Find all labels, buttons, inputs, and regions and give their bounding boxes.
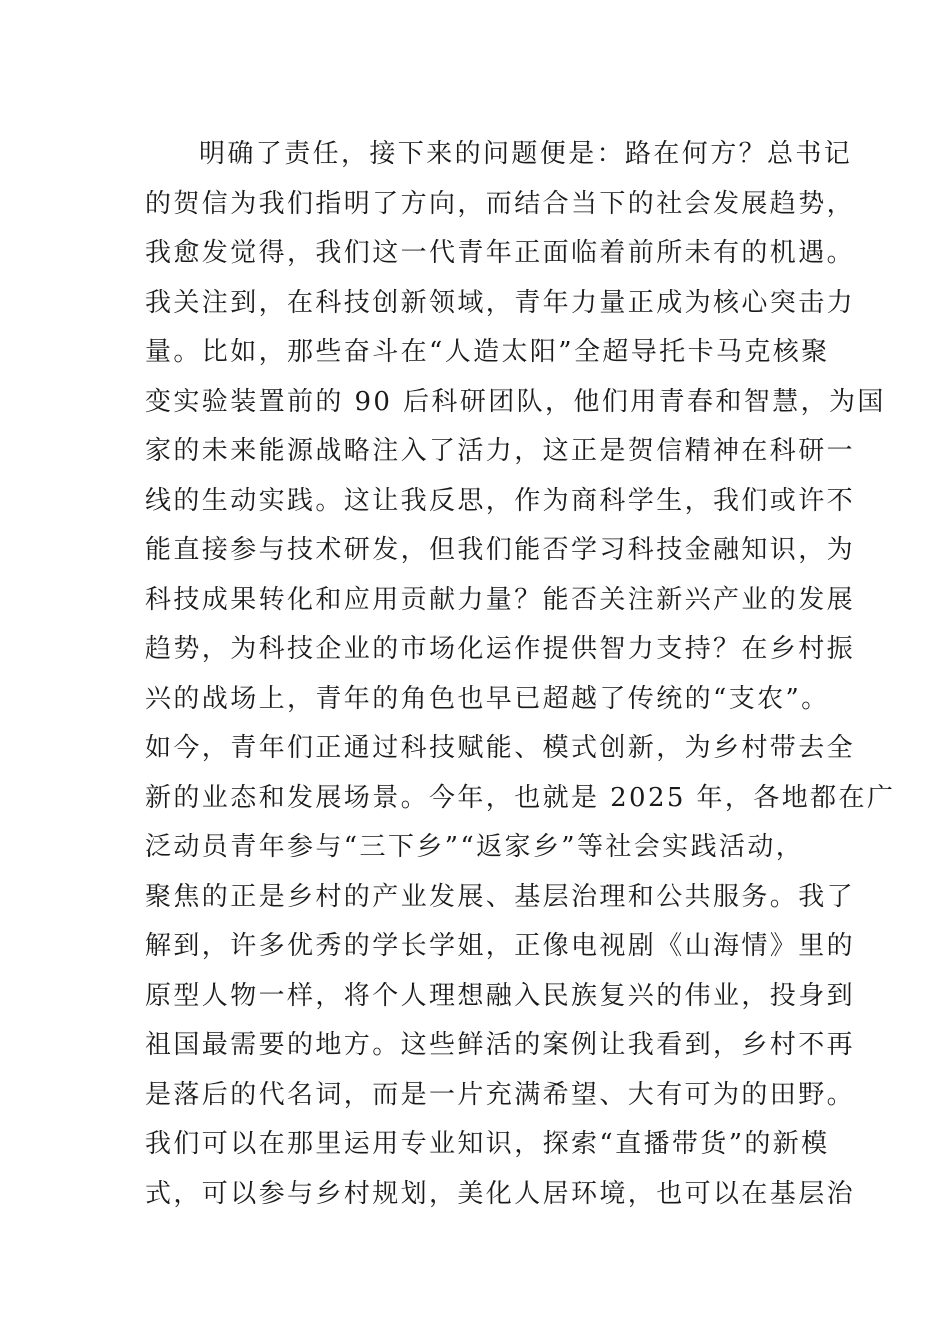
text-line: 我愈发觉得，我们这一代青年正面临着前所未有的机遇。 bbox=[145, 238, 856, 268]
text-line: 家的未来能源战略注入了活力，这正是贺信精神在科研一 bbox=[145, 436, 856, 466]
text-line: 解到，许多优秀的学长学姐，正像电视剧《山海情》里的 bbox=[145, 931, 856, 961]
text-line: 我关注到，在科技创新领域，青年力量正成为核心突击力 bbox=[145, 287, 856, 318]
text-line: 泛动员青年参与“三下乡”“返家乡”等社会实践活动， bbox=[145, 832, 805, 862]
text-line: 量。比如，那些奋斗在“人造太阳”全超导托卡马克核聚 bbox=[145, 337, 830, 367]
text-line: 变实验装置前的 90 后科研团队，他们用青春和智慧，为国 bbox=[145, 386, 886, 417]
text-line: 式，可以参与乡村规划，美化人居环境，也可以在基层治 bbox=[145, 1178, 856, 1209]
text-line: 的贺信为我们指明了方向，而结合当下的社会发展趋势， bbox=[145, 188, 856, 219]
text-line: 线的生动实践。这让我反思，作为商科学生，我们或许不 bbox=[145, 485, 856, 516]
text-line: 我们可以在那里运用专业知识，探索“直播带货”的新模 bbox=[145, 1129, 830, 1159]
text-line: 能直接参与技术研发，但我们能否学习科技金融知识，为 bbox=[145, 535, 856, 565]
text-line: 趋势，为科技企业的市场化运作提供智力支持？在乡村振 bbox=[145, 634, 856, 664]
text-line: 兴的战场上，青年的角色也早已超越了传统的“支农”。 bbox=[145, 683, 830, 714]
text-line: 聚焦的正是乡村的产业发展、基层治理和公共服务。我了 bbox=[145, 881, 856, 912]
text-line: 是落后的代名词，而是一片充满希望、大有可为的田野。 bbox=[145, 1079, 856, 1110]
text-line: 新的业态和发展场景。今年，也就是 2025 年，各地都在广 bbox=[145, 782, 896, 813]
text-line: 原型人物一样，将个人理想融入民族复兴的伟业，投身到 bbox=[145, 980, 856, 1011]
body-paragraph bbox=[145, 130, 896, 1219]
text-line: 如今，青年们正通过科技赋能、模式创新，为乡村带去全 bbox=[145, 733, 856, 763]
text-line: 科技成果转化和应用贡献力量？能否关注新兴产业的发展 bbox=[145, 584, 856, 615]
text-line: 祖国最需要的地方。这些鲜活的案例让我看到，乡村不再 bbox=[145, 1030, 856, 1060]
text-line: 明确了责任，接下来的问题便是：路在何方？总书记 bbox=[199, 139, 853, 169]
